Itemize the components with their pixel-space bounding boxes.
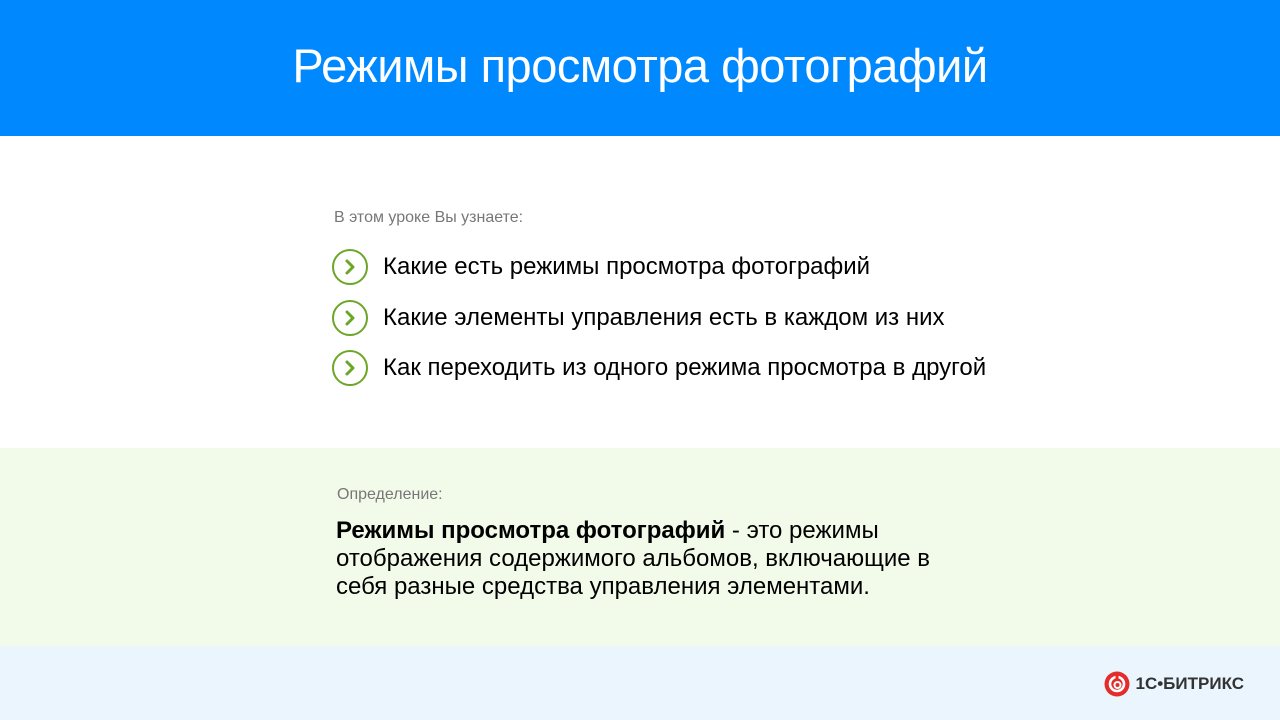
definition-section	[0, 448, 1280, 646]
chevron-right-icon	[332, 249, 368, 285]
learning-objective-text: Как переходить из одного режима просмотра в другой	[383, 354, 987, 381]
slide-footer	[0, 646, 1280, 720]
learning-objective-text: Какие элементы управления есть в каждом из них	[383, 303, 945, 331]
definition-text	[336, 517, 976, 601]
learning-objectives-section	[0, 136, 1280, 448]
learning-objective-item	[332, 298, 986, 338]
learning-objective-text: Какие есть режимы просмотра фотографий	[383, 253, 871, 280]
learning-objectives-list	[332, 247, 986, 399]
definition-term: Режимы просмотра фотографий	[336, 517, 726, 544]
learning-intro: В этом уроке Вы узнаете:	[334, 209, 524, 226]
bitrix-logo-text: 1С•БИТРИКС	[1135, 674, 1244, 693]
chevron-right-icon	[332, 300, 368, 336]
slide-header	[0, 0, 1280, 136]
bitrix-logo-icon	[1104, 671, 1130, 697]
learning-objective-item	[332, 247, 986, 287]
chevron-right-icon	[332, 350, 368, 386]
bitrix-logo	[1104, 671, 1245, 697]
slide-title: Режимы просмотра фотографий	[292, 39, 988, 92]
learning-objective-item	[332, 348, 986, 388]
definition-label: Определение:	[337, 486, 443, 503]
definition-body: - это режимы отображения содержимого альбомов, включающие в себя разные средства управления элементами.	[336, 517, 931, 600]
